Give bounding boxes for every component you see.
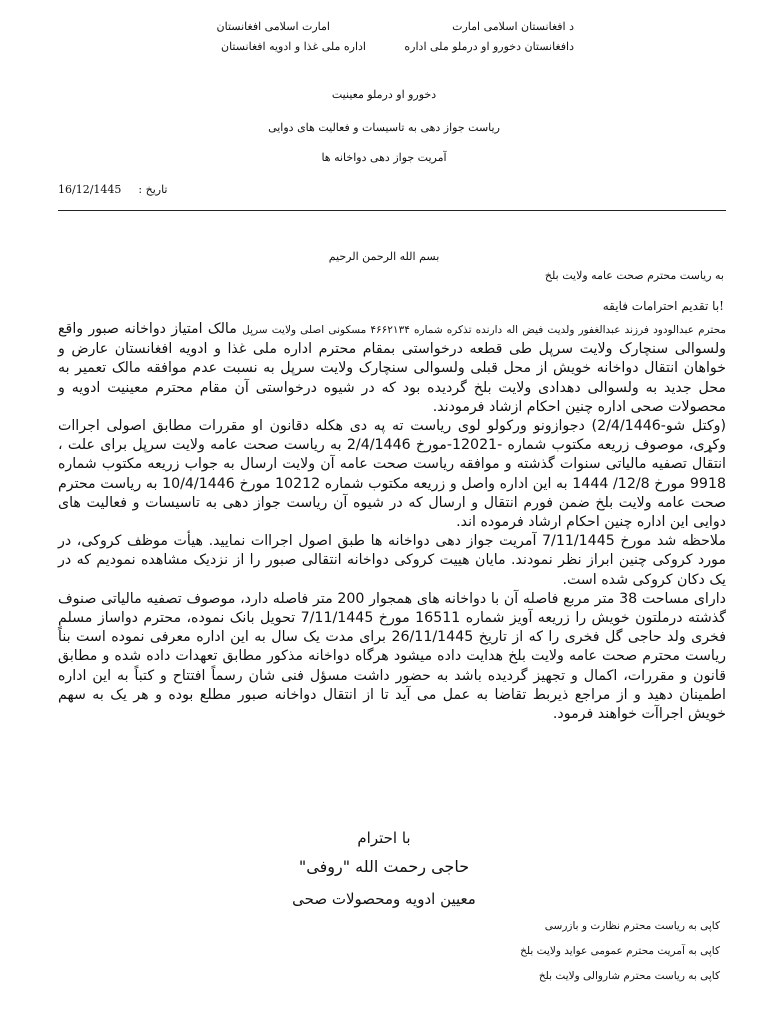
header-left-line2: اداره ملی غذا و ادویه افغانستان bbox=[221, 40, 366, 53]
date-label: تاریخ : bbox=[138, 183, 168, 196]
copy-line-1: کاپی به ریاست محترم نظارت و بازرسی bbox=[544, 920, 720, 932]
header-right-line1: د افغانستان اسلامی امارت bbox=[452, 20, 574, 33]
basmala: بسم الله الرحمن الرحیم bbox=[328, 250, 440, 263]
header-right-line2: دافغانستان دخورو او درملو ملی اداره bbox=[404, 40, 574, 53]
body-paragraph-1-text: مالک امتیاز دواخانه صبور واقع ولسوالی سنچارک ولایت سرپل طی قطعه درخواستی بمقام محترم اداره ملی غذا و ادویه افغانستان عارض و خواهان انتقال دواخانه خویش از محل قبلی ولسوالی سنچارک ولایت سرپل به نسبت عدم موافقه مالک تعمیر به محل جدید به ولسوالی دهدادی ولایت بلخ گردیده بود که در شیوه درخواستی آن مقام محترم معینیت ادویه و محصولات صحی اداره چنین احکام ازشاد فرمودند. bbox=[58, 321, 726, 415]
addressee: به ریاست محترم صحت عامه ولایت بلخ bbox=[544, 269, 724, 282]
signature-name: حاجی رحمت الله "روفی" bbox=[298, 857, 470, 876]
body-paragraph-4: دارای مساحت 38 متر مربع فاصله آن با دواخانه های همجوار 200 متر فاصله دارد، موصوف تصفیه مالیاتی صنوف گذشته درملتون خویش را زریعه آویز شماره 16511 مورخ 7/11/1445 تحویل بانک نموده، محترم دواساز مسلم فخری ولد حاجی گل فخری را که از تاریخ 26/11/1445 برای مدت یک سال به این اداره معرفی نموده است بناً ریاست محترم صحت عامه ولایت بلخ هدایت داده میشود هرگاه دواخانه مذکور مطابق تعهدات داده شده و مطابق قانون و مقررات، اکمال و تجهیز گردیده باشد به حضور داشت مسؤل فنی شان رسماً افتتاح و کتباً به این اداره اطمینان دهید و از مراجع ذیربط تقاضا به عمل می آید تا از انتقال دواخانه صبور مطلع بوده و هر یک به سهم خویش اجراآت خواهند فرمود. bbox=[58, 590, 726, 723]
department-line2: ریاست جواز دهی به تاسیسات و فعالیت های دوایی bbox=[268, 121, 500, 134]
department-line1: دخورو او درملو معینیت bbox=[331, 88, 437, 101]
signature-title: معیین ادویه ومحصولات صحی bbox=[292, 890, 476, 908]
department-line3: آمریت جواز دهی دواخانه ها bbox=[321, 151, 447, 164]
body-paragraph-2: (وکتل شو-2/4/1446) دجوازونو ورکولو لوی ریاست ته په دی هکله دقانون او مقررات مطابق اصولی اجراات وکړی، موصوف زریعه مکتوب شماره -12021-مورخ 2/4/1446 به ریاست صحت عامه ولایت سرپل برای علت ، انتقال تصفیه مالیاتی سنوات گذشته و موافقه ریاست صحت عامه آن ولایت ارسال به جواب زریعه مکتوب شماره 9918 مورخ 12/8/ 1444 به این اداره واصل و زریعه مکتوب شماره 10212 مورخ 10/4/1446 به ریاست محترم صحت عامه ولایت بلخ ضمن فورم انتقال و ارسال که در شیوه آن ریاست جواز دهی به تاسیسات و فعالیت های دوایی این اداره چنین احکام ارشاد فرموده اند. bbox=[58, 418, 726, 531]
header-divider bbox=[58, 210, 726, 211]
date-block bbox=[58, 183, 168, 196]
header-left-line1: امارت اسلامی افغانستان bbox=[216, 20, 330, 33]
body-paragraph-1-intro: محترم عبدالودود فرزند عبدالغفور ولدیت فیض اله دارنده تذکره شماره ۴۶۶۲۱۳۴ مسکونی اصلی ولایت سرپل bbox=[242, 324, 726, 336]
closing: با احترام bbox=[357, 829, 411, 847]
copy-line-2: کاپی به آمریت محترم عمومی عواید ولایت بلخ bbox=[520, 945, 720, 957]
body-paragraph-3: ملاحظه شد مورخ 7/11/1445 آمریت جواز دهی دواخانه ها طبق اصول اجراات نمایید. هیأت موظف کروکی، در مورد کروکی چنین ابراز نظر نمودند. مایان هییت کروکی دواخانه انتقالی صبور را از نزدیک مشاهده نمودیم که در یک دکان کروکی شده است. bbox=[58, 533, 726, 588]
copy-line-3: کاپی به ریاست محترم شاروالی ولایت بلخ bbox=[538, 970, 720, 982]
body-paragraph-1 bbox=[58, 320, 726, 417]
greeting: !با تقدیم احترامات فایقه bbox=[602, 299, 724, 313]
date-value: 16/12/1445 bbox=[58, 183, 122, 196]
letter-body bbox=[58, 320, 726, 724]
